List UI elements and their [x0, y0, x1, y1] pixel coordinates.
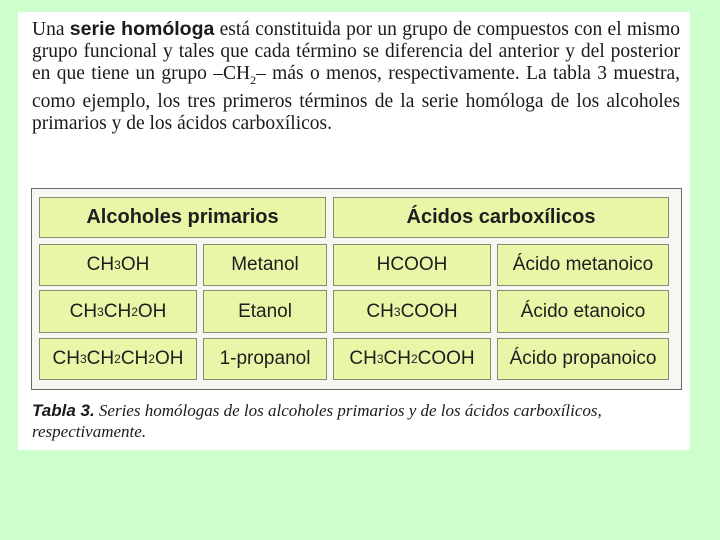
formula-part: CH: [86, 348, 115, 369]
formula-subscript: 2: [148, 352, 155, 366]
acid-name-cell: Ácido metanoico: [497, 244, 669, 286]
formula-subscript: 3: [393, 304, 401, 319]
intro-paragraph: [32, 18, 680, 135]
intro-text-end: – más o menos, respectivamente. La tabla 3 muestra, como ejemplo, los tres primeros términos de la serie homóloga de los alcoholes primarios y de los ácidos carboxílicos.: [32, 63, 680, 134]
alcohol-formula-cell: [39, 244, 197, 286]
formula-part: CH: [103, 300, 132, 322]
alcohol-formula-cell: [39, 338, 197, 380]
alcohol-formula-cell: [39, 290, 197, 333]
formula-part: OH: [120, 254, 150, 275]
formula-part: CH: [120, 348, 149, 369]
formula-part: OH: [137, 300, 167, 322]
acid-formula-cell: [333, 290, 491, 333]
header-alcoholes-primarios: Alcoholes primarios: [39, 197, 326, 238]
formula-part: CH: [383, 348, 411, 369]
alcohol-name-cell: Metanol: [203, 244, 327, 286]
formula-part: CH: [69, 300, 98, 322]
formula-subscript: 2: [131, 304, 138, 319]
intro-text-middle: está constituida por un grupo de compuestos con el mismo grupo funcional y tales que cada término se diferencia del anterior y del posterior en que tiene un grupo –CH: [32, 19, 680, 84]
alcohol-name-cell: Etanol: [203, 290, 327, 333]
formula-part: CH: [52, 348, 80, 369]
formula-part: COOH: [417, 348, 475, 369]
acid-formula-cell: HCOOH: [333, 244, 491, 286]
formula-subscript: 3: [114, 258, 121, 272]
formula-subscript: 3: [376, 352, 384, 366]
formula-part: OH: [154, 348, 184, 369]
intro-text-start: Una: [32, 19, 70, 40]
formula-part: CH: [349, 348, 377, 369]
header-acidos-carboxilicos: Ácidos carboxílicos: [333, 197, 669, 238]
acid-name-cell: Ácido propanoico: [497, 338, 669, 380]
caption-label: Tabla 3.: [32, 401, 95, 420]
formula-part: COOH: [400, 300, 458, 322]
acid-formula-cell: [333, 338, 491, 380]
formula-subscript: 3: [79, 352, 87, 366]
table-caption: [32, 400, 652, 442]
acid-name-cell: Ácido etanoico: [497, 290, 669, 333]
homologous-series-table: [31, 188, 682, 390]
caption-text: Series homólogas de los alcoholes primarios y de los ácidos carboxílicos, respectivamente.: [32, 401, 602, 441]
subscript-2: 2: [250, 72, 257, 87]
formula-subscript: 2: [114, 352, 121, 366]
formula-subscript: 2: [410, 352, 418, 366]
alcohol-name-cell: 1-propanol: [203, 338, 327, 380]
formula-part: CH: [366, 300, 394, 322]
formula-subscript: 3: [97, 304, 104, 319]
document-page: [18, 12, 690, 450]
bold-term: serie homóloga: [69, 18, 215, 40]
formula-part: CH: [86, 254, 115, 275]
